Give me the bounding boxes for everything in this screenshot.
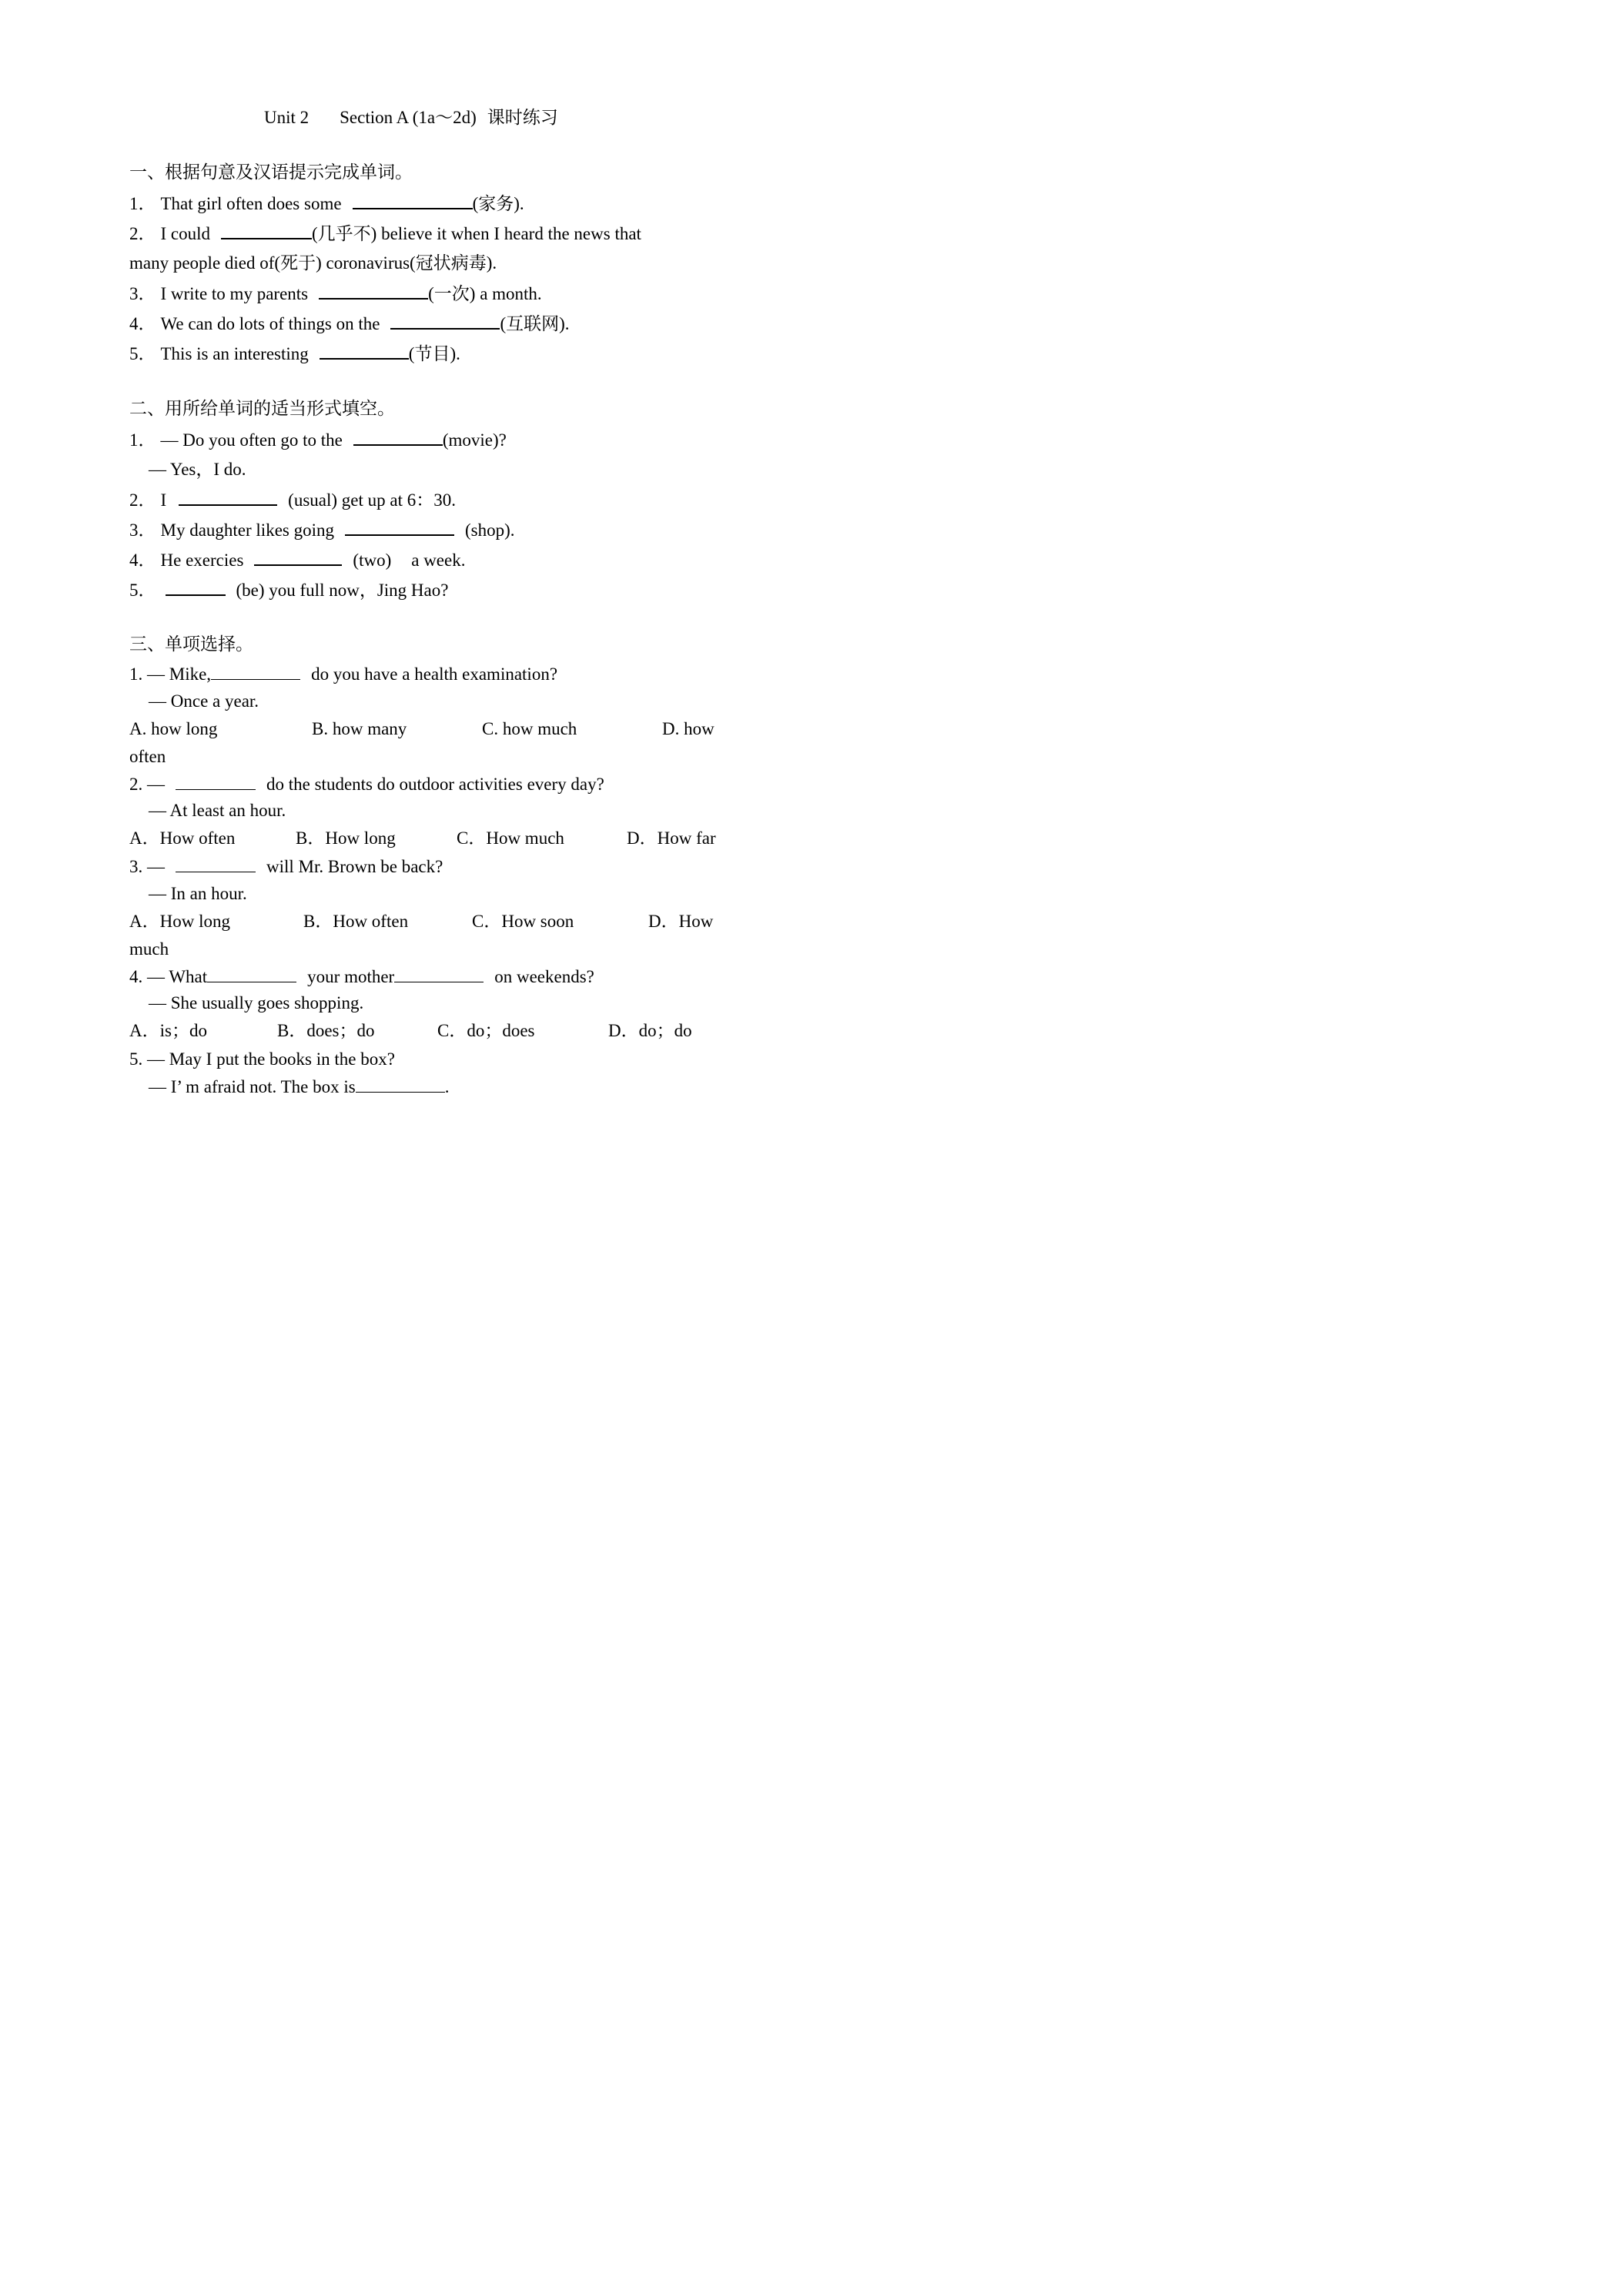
- answer-blank[interactable]: [221, 224, 312, 239]
- option-b[interactable]: B．How often: [303, 912, 409, 931]
- answer-blank[interactable]: [390, 314, 500, 330]
- option-d[interactable]: D．How far: [627, 828, 716, 848]
- part3-question-4: 4. — What your mother on weekends?: [129, 967, 594, 986]
- part2-question-5: 5． (be) you full now，Jing Hao?: [129, 581, 449, 600]
- option-d[interactable]: D．do；do: [608, 1021, 692, 1040]
- option-d[interactable]: D．How: [648, 912, 714, 931]
- part2-heading: 二、用所给单词的适当形式填空。: [129, 399, 395, 418]
- part3-question-4-reply: — She usually goes shopping.: [149, 993, 364, 1012]
- part3-question-2-reply: — At least an hour.: [149, 801, 286, 820]
- part3-question-3-reply: — In an hour.: [149, 884, 247, 903]
- part3-question-1: 1. — Mike, do you have a health examination?: [129, 664, 558, 684]
- option-d-wrap: much: [129, 939, 169, 959]
- option-c[interactable]: C. how much: [482, 719, 577, 738]
- answer-blank[interactable]: [345, 520, 454, 536]
- worksheet-page: [0, 0, 853, 1207]
- option-a[interactable]: A. how long: [129, 719, 218, 738]
- title-suffix: 课时练习: [487, 108, 558, 127]
- option-b[interactable]: B. how many: [312, 719, 407, 738]
- part3-question-5: 5. — May I put the books in the box?: [129, 1049, 395, 1069]
- part1-heading: 一、根据句意及汉语提示完成单词。: [129, 162, 413, 182]
- part1-question-2-continued: many people died of(死于) coronavirus(冠状病毒).: [129, 253, 497, 273]
- option-b[interactable]: B．How long: [296, 828, 396, 848]
- title-section: Section A (1a～2d): [340, 108, 477, 127]
- answer-blank[interactable]: [319, 284, 428, 300]
- option-c[interactable]: C．do；does: [437, 1021, 535, 1040]
- part1-question-2: 2． I could (几乎不) believe it when I heard the news that: [129, 224, 641, 243]
- title-unit: Unit 2: [264, 108, 310, 127]
- part2-question-3: 3． My daughter likes going (shop).: [129, 520, 515, 540]
- option-a[interactable]: A．How long: [129, 912, 230, 931]
- part3-question-3: 3. — will Mr. Brown be back?: [129, 857, 443, 876]
- option-c[interactable]: C．How soon: [472, 912, 574, 931]
- part2-question-1: 1． — Do you often go to the (movie)?: [129, 430, 507, 450]
- option-a[interactable]: A．is；do: [129, 1021, 207, 1040]
- option-b[interactable]: B．does；do: [277, 1021, 375, 1040]
- part2-question-2: 2． I (usual) get up at 6：30.: [129, 490, 456, 510]
- answer-blank[interactable]: [254, 551, 342, 566]
- answer-blank[interactable]: [179, 490, 277, 506]
- page-title: [264, 109, 558, 126]
- option-c[interactable]: C．How much: [457, 828, 564, 848]
- part3-heading: 三、单项选择。: [129, 634, 253, 654]
- part1-question-3: 3． I write to my parents (一次) a month.: [129, 284, 542, 303]
- option-d[interactable]: D. how: [662, 719, 714, 738]
- part3-question-2: 2. — do the students do outdoor activities every day?: [129, 775, 604, 794]
- answer-blank[interactable]: [394, 968, 484, 982]
- part2-question-4: 4． He exercies (two) a week.: [129, 551, 466, 570]
- option-a[interactable]: A．How often: [129, 828, 236, 848]
- part1-question-5: 5． This is an interesting (节目).: [129, 344, 460, 363]
- part2-question-1-reply: — Yes，I do.: [149, 460, 246, 479]
- answer-blank[interactable]: [207, 968, 296, 982]
- part1-question-4: 4． We can do lots of things on the (互联网).: [129, 314, 570, 333]
- answer-blank[interactable]: [320, 344, 409, 360]
- answer-blank[interactable]: [176, 775, 256, 790]
- answer-blank[interactable]: [166, 581, 226, 596]
- answer-blank[interactable]: [353, 194, 473, 209]
- answer-blank[interactable]: [176, 858, 256, 872]
- part1-question-1: 1． That girl often does some (家务).: [129, 194, 524, 213]
- part3-question-5-reply: — I’ m afraid not. The box is .: [149, 1077, 450, 1096]
- answer-blank[interactable]: [211, 665, 300, 680]
- answer-blank[interactable]: [356, 1078, 445, 1093]
- option-d-wrap: often: [129, 747, 166, 766]
- answer-blank[interactable]: [353, 430, 443, 446]
- part3-question-1-reply: — Once a year.: [149, 691, 259, 711]
